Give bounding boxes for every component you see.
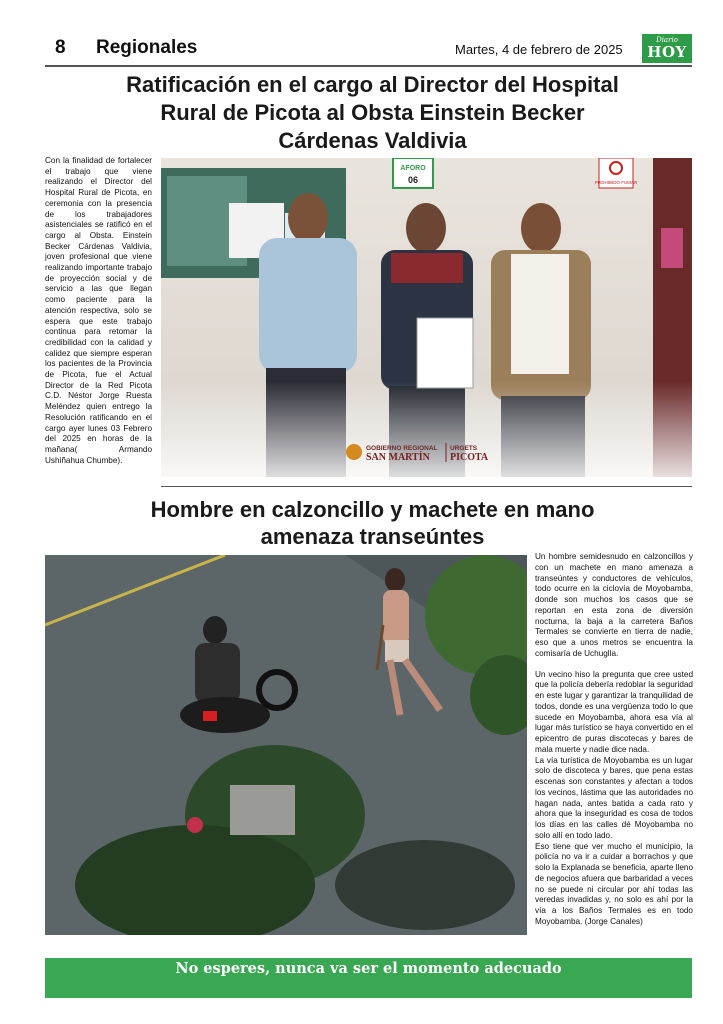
- regional-seal-icon: [346, 444, 362, 460]
- footer-banner-text: No esperes, nunca va ser el momento adecuado: [175, 960, 562, 977]
- header-rule: [45, 65, 692, 67]
- watermark-line1b: URGETS: [450, 445, 478, 452]
- watermark-line2: SAN MARTÍN: [366, 452, 430, 463]
- article2-photo: [45, 555, 527, 935]
- article1-body: Con la finalidad de fortalecer el trabajo que viene realizando el Director del Hospital Rural de Picota, en ceremonia con la presencia de los trabajadores asistenciales se ratificó en el cargo al Obsta. Einstein Becker Cárdenas Valdivia, joven profesional que viene realizando importante trabajo de proyección social y de servicio a las que llegan como paciente para la atención respectiva, solo se espera que este trabajo continua para retomar la credibilidad con la calidad y calidez que siempre esperan los pacientes de la Provincia de Picota, fue el Actual Director de la Red Picota C.D. Néstor Jorge Ruesta Meléndez quien entrego la Resolución ratificando en el cargo ayer lunes 03 Febrero del 2025 en horas de la mañana( Armando Ushiñahua Chumbe).: [45, 156, 152, 465]
- issue-date: Martes, 4 de febrero de 2025: [455, 42, 623, 57]
- article1-photo: [161, 158, 692, 477]
- article1-photo-scene: [161, 158, 692, 477]
- logo-big-text: HOY: [647, 43, 687, 61]
- page-number: 8: [55, 37, 66, 58]
- logo-small-text: Diario: [656, 36, 678, 44]
- newspaper-logo: [642, 34, 692, 63]
- article2-paragraph: La vía turística de Moyobamba es un lugar solo de discoteca y bares, que pena estas escenas son constantes y afectan a todos los vecinos, lástima que las autoridades no hagan nada, antes batida a cada rato y ahora que la inseguridad es cosa de todos los días en las calles dé Moyobamba no solo allí en todo lado.: [535, 755, 693, 840]
- tail-light: [203, 711, 217, 721]
- section-rule: [161, 486, 692, 487]
- article1-headline: Ratificación en el cargo al Director del Hospital Rural de Picota al Obsta Einstein Becker Cárdenas Valdivia: [126, 72, 619, 153]
- article2-photo-scene: [45, 555, 527, 935]
- article2-body: [535, 552, 693, 928]
- watermark-line2b: PICOTA: [450, 452, 489, 463]
- section-title: Regionales: [96, 37, 198, 58]
- article2-paragraph: Eso tiene que ver mucho el municipio, la policía no va ir a cuidar a borrachos y que solo la Explanada se beneficia, aparte lleno de negocios afuera que barbaridad a veces no se puede ni circular por ahí todas las veredas invadidas y, no solo es ahí por la vía a los Baños Termales es en todo Moyobamba. (Jorge Canales): [535, 841, 693, 926]
- article2-paragraph: Un vecino hiso la pregunta que cree usted que la policía debería redoblar la seguridad en este lugar y garantizar la tranquilidad de todos, donde es una vergüenza todo lo que sucede en Moyobamba, ahora esa vía al lugar más turístico se haya convertido en el epicentro de puras discotecas y bares de mala muerte y nadie dice nada.: [535, 669, 693, 754]
- watermark-line1: GOBIERNO REGIONAL: [366, 445, 438, 452]
- article2-paragraph: Un hombre semidesnudo en calzoncillos y con un machete en mano amenaza a transeúntes y conductores de vehículos, todo ocurre en la ciclovía de Moyobamba, donde son muchos los casos que se reportan en esta zona de diversión nocturna, la baja a la carretera Baños Termales se convierte en tierra de nadie, eso que a unos metros se encuentra la comisaría de Uchuglla.: [535, 552, 693, 658]
- article2-headline: Hombre en calzoncillo y machete en mano amenaza transeúntes: [150, 497, 595, 549]
